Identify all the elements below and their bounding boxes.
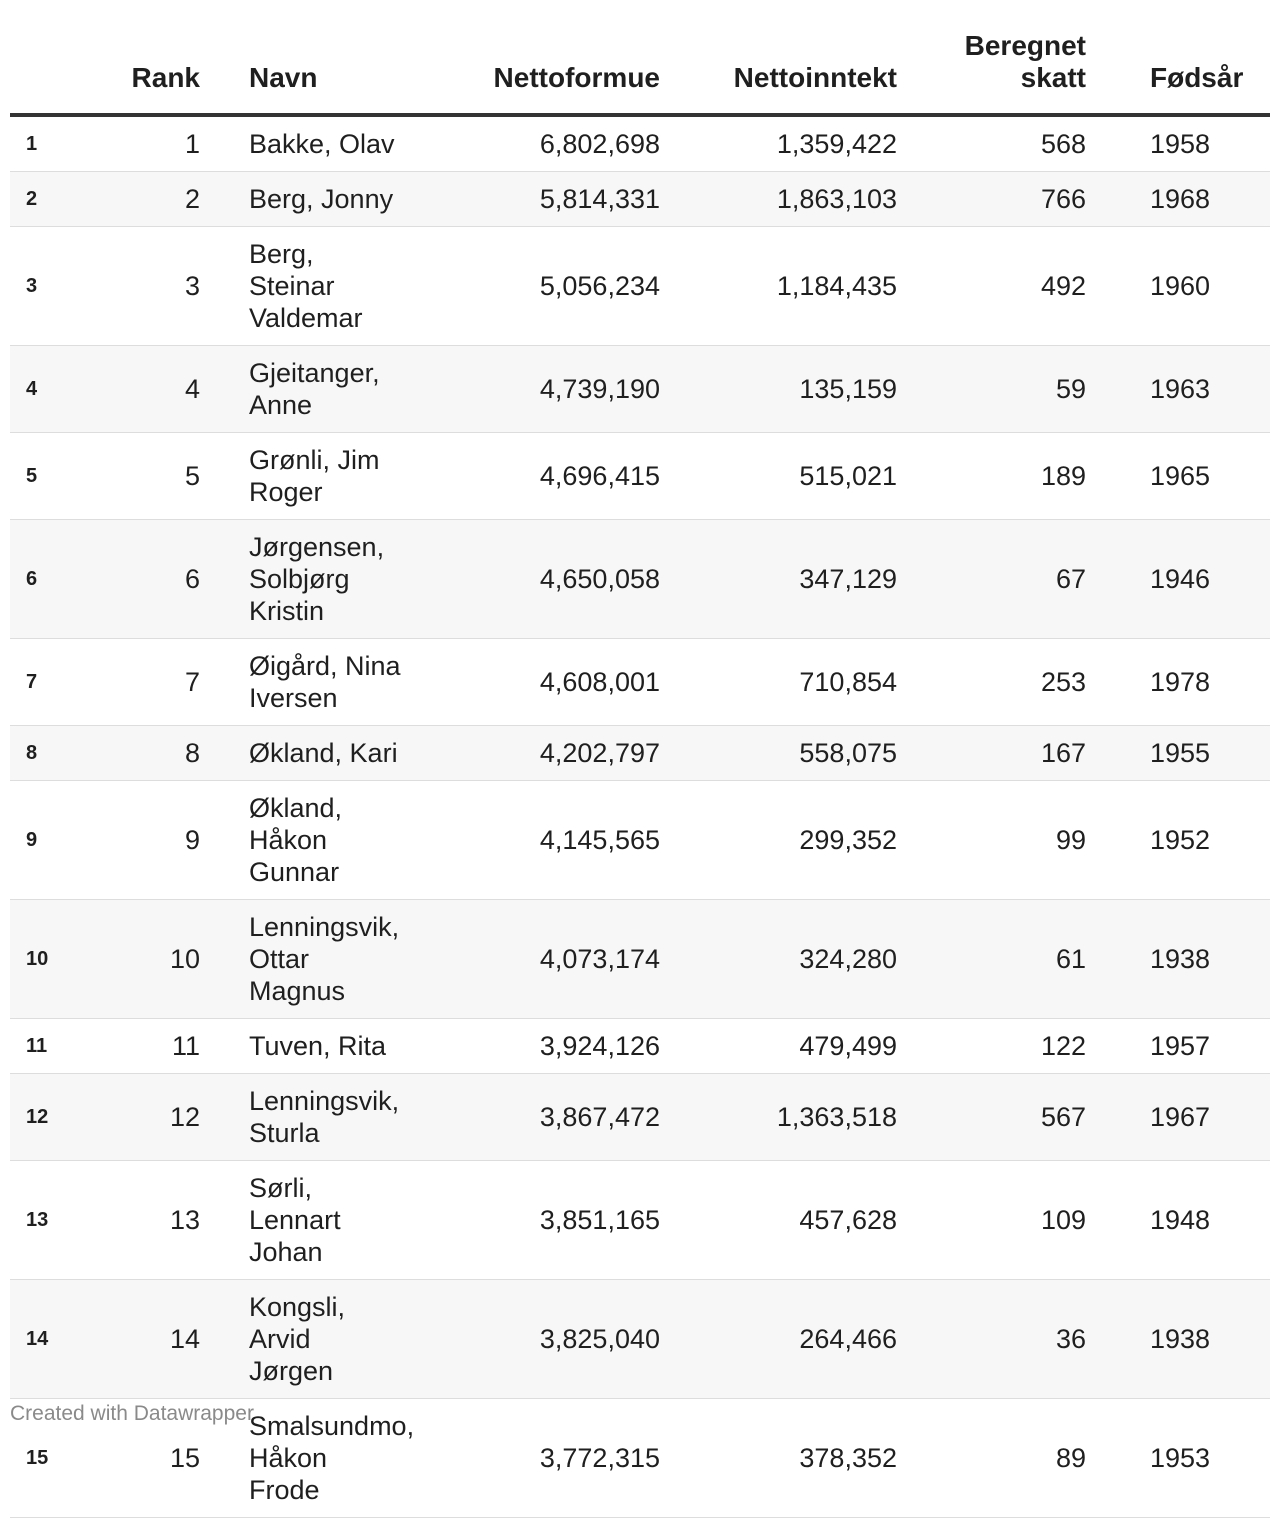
- header-beregnet-skatt-line2: skatt: [1020, 62, 1086, 93]
- row-name-line: Grønli, Jim: [249, 445, 380, 475]
- row-name-line: Berg, Steinar: [249, 239, 335, 301]
- row-name-line: Lenningsvik,: [249, 1086, 400, 1116]
- row-name-line: Anne: [249, 390, 313, 420]
- row-nettoformue: 4,608,001: [409, 639, 660, 726]
- row-name-line: Sørli, Lennart: [249, 1173, 341, 1235]
- table-row: [10, 520, 1270, 639]
- row-name-line: Gjeitanger,: [249, 358, 380, 388]
- row-name: [200, 639, 409, 726]
- table-row: [10, 346, 1270, 433]
- row-nettoinntekt: 378,352: [660, 1399, 897, 1518]
- row-fodsar: 1967: [1086, 1074, 1270, 1161]
- row-nettoformue: 6,802,698: [409, 115, 660, 172]
- row-name-line: Bakke, Olav: [249, 129, 395, 159]
- row-name: [200, 1161, 409, 1280]
- row-fodsar: 1952: [1086, 781, 1270, 900]
- datawrapper-credit[interactable]: Created with Datawrapper: [10, 1402, 254, 1425]
- row-beregnet-skatt: 67: [897, 520, 1086, 639]
- table-body: [10, 115, 1270, 1518]
- row-name-line: Økland, Kari: [249, 738, 398, 768]
- row-nettoformue: 5,056,234: [409, 227, 660, 346]
- row-rank: 4: [90, 346, 200, 433]
- row-fodsar: 1960: [1086, 227, 1270, 346]
- table-row: [10, 433, 1270, 520]
- row-nettoformue: 4,696,415: [409, 433, 660, 520]
- row-index: 9: [10, 781, 90, 900]
- row-name-line: Øigård, Nina: [249, 651, 401, 681]
- row-rank: 5: [90, 433, 200, 520]
- row-index: 15: [10, 1399, 90, 1518]
- row-fodsar: 1957: [1086, 1019, 1270, 1074]
- row-name: [200, 433, 409, 520]
- table-row: [10, 227, 1270, 346]
- row-fodsar: 1953: [1086, 1399, 1270, 1518]
- row-nettoformue: 4,145,565: [409, 781, 660, 900]
- row-name: [200, 1019, 409, 1074]
- row-beregnet-skatt: 567: [897, 1074, 1086, 1161]
- row-name-line: Sturla: [249, 1118, 320, 1148]
- row-index: 5: [10, 433, 90, 520]
- row-nettoformue: 4,202,797: [409, 726, 660, 781]
- row-nettoinntekt: 515,021: [660, 433, 897, 520]
- row-name-line: Jørgensen,: [249, 532, 385, 562]
- row-fodsar: 1965: [1086, 433, 1270, 520]
- header-fodsar[interactable]: Fødsår: [1086, 0, 1270, 115]
- row-name: [200, 172, 409, 227]
- row-rank: 15: [90, 1399, 200, 1518]
- table-row: [10, 781, 1270, 900]
- data-table: [10, 0, 1270, 1518]
- row-index: 13: [10, 1161, 90, 1280]
- table-row: [10, 639, 1270, 726]
- row-name-line: Kristin: [249, 596, 325, 626]
- header-index: [10, 0, 90, 115]
- row-nettoinntekt: 264,466: [660, 1280, 897, 1399]
- row-beregnet-skatt: 89: [897, 1399, 1086, 1518]
- row-beregnet-skatt: 492: [897, 227, 1086, 346]
- row-index: 10: [10, 900, 90, 1019]
- row-name: [200, 227, 409, 346]
- row-beregnet-skatt: 167: [897, 726, 1086, 781]
- row-rank: 10: [90, 900, 200, 1019]
- row-beregnet-skatt: 61: [897, 900, 1086, 1019]
- row-nettoformue: 4,650,058: [409, 520, 660, 639]
- row-rank: 11: [90, 1019, 200, 1074]
- row-name-line: Tuven, Rita: [249, 1031, 387, 1061]
- data-table-container: [10, 0, 1244, 1518]
- row-nettoformue: 3,851,165: [409, 1161, 660, 1280]
- row-nettoinntekt: 558,075: [660, 726, 897, 781]
- table-row: [10, 1019, 1270, 1074]
- row-nettoinntekt: 479,499: [660, 1019, 897, 1074]
- row-rank: 1: [90, 115, 200, 172]
- row-fodsar: 1968: [1086, 172, 1270, 227]
- row-fodsar: 1963: [1086, 346, 1270, 433]
- row-fodsar: 1955: [1086, 726, 1270, 781]
- row-nettoformue: 4,073,174: [409, 900, 660, 1019]
- row-beregnet-skatt: 122: [897, 1019, 1086, 1074]
- row-index: 2: [10, 172, 90, 227]
- header-row: [10, 0, 1270, 115]
- row-nettoinntekt: 457,628: [660, 1161, 897, 1280]
- row-fodsar: 1978: [1086, 639, 1270, 726]
- row-nettoinntekt: 135,159: [660, 346, 897, 433]
- row-beregnet-skatt: 766: [897, 172, 1086, 227]
- row-index: 8: [10, 726, 90, 781]
- row-rank: 6: [90, 520, 200, 639]
- row-name: [200, 1074, 409, 1161]
- row-fodsar: 1938: [1086, 900, 1270, 1019]
- row-name-line: Solbjørg: [249, 564, 350, 594]
- row-rank: 13: [90, 1161, 200, 1280]
- row-nettoinntekt: 347,129: [660, 520, 897, 639]
- table-row: [10, 1161, 1270, 1280]
- row-name: [200, 346, 409, 433]
- row-rank: 2: [90, 172, 200, 227]
- row-nettoformue: 3,825,040: [409, 1280, 660, 1399]
- row-name-line: Valdemar: [249, 303, 363, 333]
- table-row: [10, 1074, 1270, 1161]
- row-index: 11: [10, 1019, 90, 1074]
- row-name-line: Smalsundmo,: [249, 1411, 415, 1441]
- row-name-line: Håkon: [249, 825, 328, 855]
- row-rank: 9: [90, 781, 200, 900]
- table-row: [10, 900, 1270, 1019]
- row-nettoformue: 5,814,331: [409, 172, 660, 227]
- row-name-line: Gunnar: [249, 857, 340, 887]
- row-index: 14: [10, 1280, 90, 1399]
- header-nettoinntekt[interactable]: Nettoinntekt: [660, 0, 897, 115]
- row-fodsar: 1946: [1086, 520, 1270, 639]
- row-name: [200, 1280, 409, 1399]
- row-fodsar: 1938: [1086, 1280, 1270, 1399]
- row-index: 7: [10, 639, 90, 726]
- row-rank: 12: [90, 1074, 200, 1161]
- row-beregnet-skatt: 99: [897, 781, 1086, 900]
- row-fodsar: 1958: [1086, 115, 1270, 172]
- row-fodsar: 1948: [1086, 1161, 1270, 1280]
- row-name: [200, 781, 409, 900]
- row-rank: 14: [90, 1280, 200, 1399]
- row-name-line: Johan: [249, 1237, 323, 1267]
- row-name: [200, 726, 409, 781]
- row-name-line: Økland,: [249, 793, 343, 823]
- row-beregnet-skatt: 36: [897, 1280, 1086, 1399]
- row-name: [200, 115, 409, 172]
- row-nettoformue: 3,867,472: [409, 1074, 660, 1161]
- row-rank: 8: [90, 726, 200, 781]
- row-nettoinntekt: 710,854: [660, 639, 897, 726]
- row-beregnet-skatt: 189: [897, 433, 1086, 520]
- table-row: [10, 172, 1270, 227]
- row-index: 4: [10, 346, 90, 433]
- header-beregnet-skatt[interactable]: [897, 0, 1086, 115]
- row-rank: 7: [90, 639, 200, 726]
- row-name-line: Roger: [249, 477, 323, 507]
- row-nettoformue: 3,924,126: [409, 1019, 660, 1074]
- row-name-line: Ottar Magnus: [249, 944, 346, 1006]
- row-name: [200, 520, 409, 639]
- table-row: [10, 726, 1270, 781]
- row-name-line: Jørgen: [249, 1356, 334, 1386]
- row-index: 12: [10, 1074, 90, 1161]
- row-name-line: Kongsli, Arvid: [249, 1292, 346, 1354]
- row-name-line: Lenningsvik,: [249, 912, 400, 942]
- row-index: 6: [10, 520, 90, 639]
- row-nettoinntekt: 324,280: [660, 900, 897, 1019]
- row-name-line: Håkon Frode: [249, 1443, 328, 1505]
- row-beregnet-skatt: 59: [897, 346, 1086, 433]
- row-rank: 3: [90, 227, 200, 346]
- row-name-line: Iversen: [249, 683, 338, 713]
- row-name-line: Berg, Jonny: [249, 184, 394, 214]
- row-index: 3: [10, 227, 90, 346]
- table-row: [10, 1280, 1270, 1399]
- row-beregnet-skatt: 109: [897, 1161, 1086, 1280]
- row-nettoinntekt: 1,359,422: [660, 115, 897, 172]
- row-nettoinntekt: 299,352: [660, 781, 897, 900]
- row-name: [200, 900, 409, 1019]
- header-name[interactable]: Navn: [200, 0, 409, 115]
- row-beregnet-skatt: 568: [897, 115, 1086, 172]
- header-rank[interactable]: Rank: [90, 0, 200, 115]
- header-nettoformue[interactable]: Nettoformue: [409, 0, 660, 115]
- row-nettoformue: 4,739,190: [409, 346, 660, 433]
- row-nettoinntekt: 1,863,103: [660, 172, 897, 227]
- header-beregnet-skatt-line1: Beregnet: [964, 30, 1086, 61]
- table-row: [10, 115, 1270, 172]
- row-nettoformue: 3,772,315: [409, 1399, 660, 1518]
- row-nettoinntekt: 1,184,435: [660, 227, 897, 346]
- row-beregnet-skatt: 253: [897, 639, 1086, 726]
- row-index: 1: [10, 115, 90, 172]
- row-nettoinntekt: 1,363,518: [660, 1074, 897, 1161]
